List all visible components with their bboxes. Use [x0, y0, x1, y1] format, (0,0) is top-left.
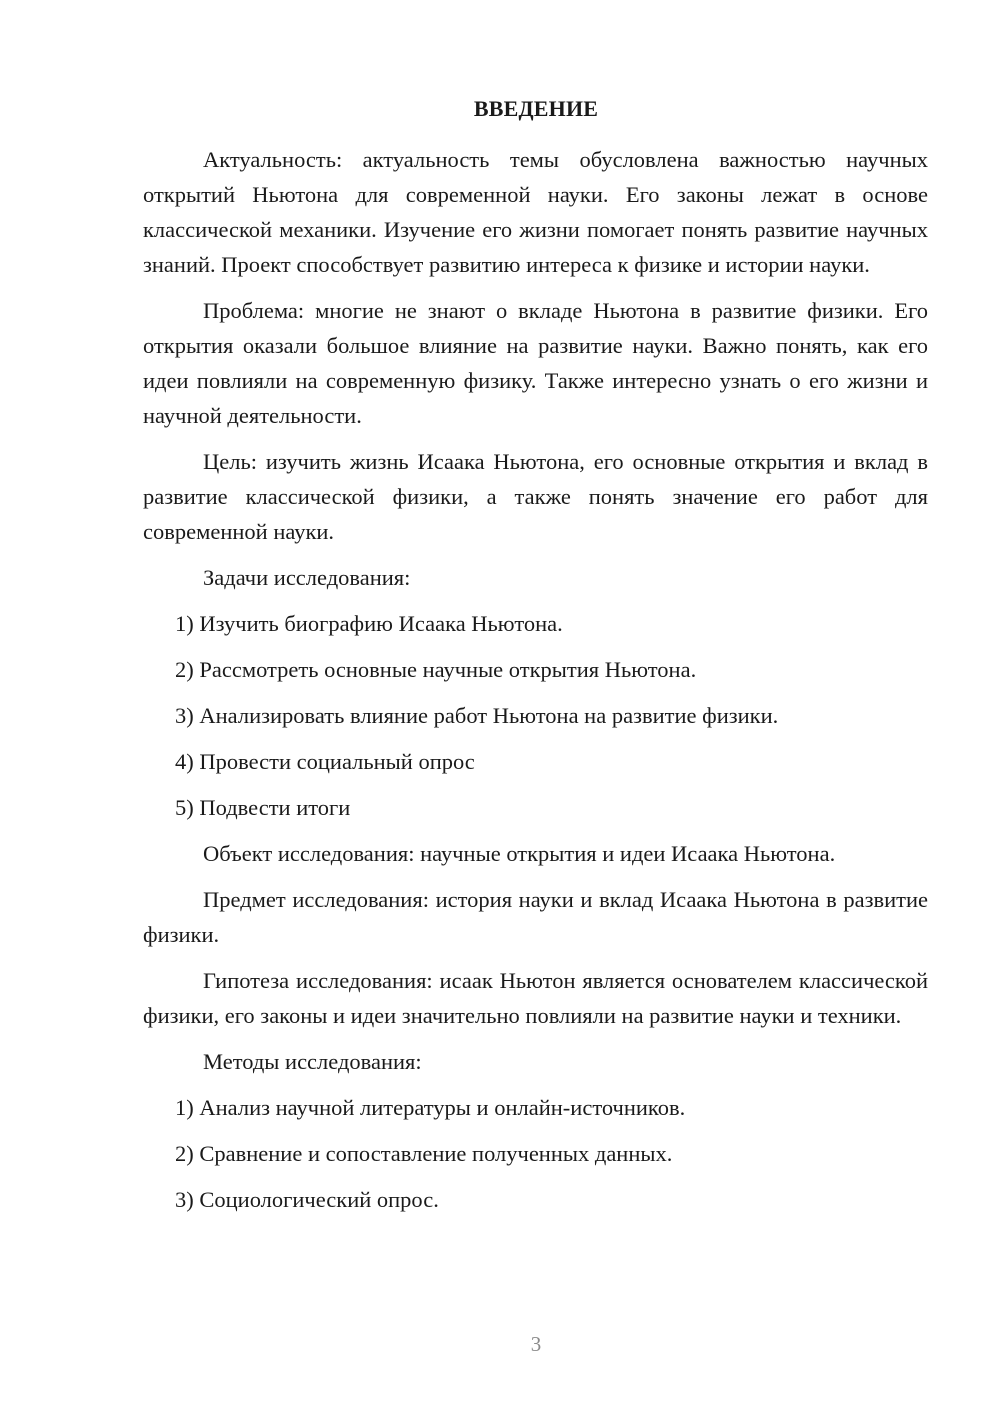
goal-paragraph: Цель: изучить жизнь Исаака Ньютона, его основные открытия и вклад в развитие классической физики, а также понять значение его работ для современной науки.: [143, 449, 928, 544]
list-item: 5) Подвести итоги: [175, 795, 351, 820]
list-item: 2) Сравнение и сопоставление полученных данных.: [175, 1141, 673, 1166]
document-body: [143, 142, 928, 1228]
methods-list: [143, 1090, 928, 1217]
tasks-list: [143, 606, 928, 825]
list-item: 4) Провести социальный опрос: [175, 749, 475, 774]
page-title: ВВЕДЕНИЕ: [473, 96, 599, 121]
list-item: 2) Рассмотреть основные научные открытия Ньютона.: [175, 657, 697, 682]
problem-paragraph: Проблема: многие не знают о вкладе Ньютона в развитие физики. Его открытия оказали большое влияние на развитие науки. Важно понять, как его идеи повлияли на современную физику. Также интересно узнать о его жизни и научной деятельности.: [143, 298, 928, 428]
page-number: 3: [530, 1332, 542, 1356]
list-item: 1) Изучить биографию Исаака Ньютона.: [175, 611, 563, 636]
list-item: 3) Социологический опрос.: [175, 1187, 439, 1212]
list-item: 1) Анализ научной литературы и онлайн-источников.: [175, 1095, 686, 1120]
subject-paragraph: Предмет исследования: история науки и вклад Исаака Ньютона в развитие физики.: [143, 887, 928, 947]
list-item: 3) Анализировать влияние работ Ньютона на развитие физики.: [175, 703, 779, 728]
object-paragraph: Объект исследования: научные открытия и идеи Исаака Ньютона.: [203, 841, 836, 866]
tasks-heading: Задачи исследования:: [203, 565, 411, 590]
hypothesis-paragraph: Гипотеза исследования: исаак Ньютон является основателем классической физики, его законы и идеи значительно повлияли на развитие науки и техники.: [143, 968, 928, 1028]
relevance-paragraph: Актуальность: актуальность темы обусловлена важностью научных открытий Ньютона для современной науки. Его законы лежат в основе классической механики. Изучение его жизни помогает понять развитие научных знаний. Проект способствует развитию интереса к физике и истории науки.: [143, 147, 928, 277]
methods-heading: Методы исследования:: [203, 1049, 422, 1074]
